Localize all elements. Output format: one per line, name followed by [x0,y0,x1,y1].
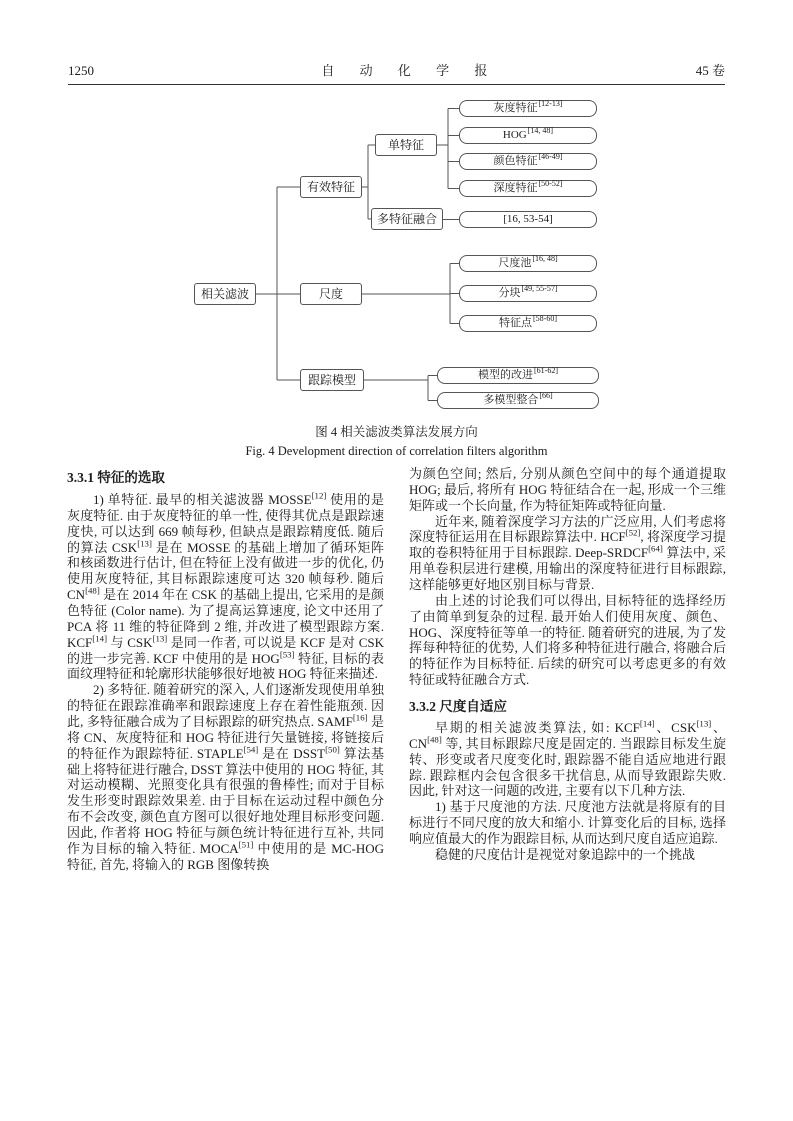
leaf-label: [16, 53-54] [503,213,553,225]
leaf-ref: [46-49] [538,152,563,162]
figure-caption-en: Fig. 4 Development direction of correlation filters algorithm [245,444,548,458]
figure-4 [0,95,793,459]
leaf-depth-feature [459,180,597,197]
leaf-ref: [49, 55-57] [521,284,558,294]
leaf-fusion-refs [459,211,597,228]
leaf-multi-model [437,392,599,409]
leaf-label: 尺度池 [498,257,532,269]
paragraph: 近年来, 随着深度学习方法的广泛应用, 人们考虑将深度特征运用在目标跟踪算法中. HCF[52], 将深度学习提取的卷积特征用于目标跟踪. Deep-SRDCF[64] 算法中, 采用单卷积层进行建模, 用输出的深度特征进行目标跟踪, 这样能够更好地区别目标与背景. [409,513,726,593]
leaf-feature-point [459,315,597,332]
page-number: 1250 [68,63,94,78]
leaf-gray-feature [459,100,597,117]
leaf-ref: [61-62] [534,366,558,376]
leaf-hog [459,127,597,144]
leaf-ref: [50-52] [538,179,563,189]
figure-caption-cn: 图 4 相关滤波类算法发展方向 [315,425,478,439]
section-heading-3-3-2: 3.3.2 尺度自适应 [409,699,507,715]
journal-title: 自 动 化 学 报 [321,63,499,78]
leaf-ref: [14, 48] [527,126,554,136]
paragraph: 为颜色空间; 然后, 分别从颜色空间中的每个通道提取 HOG; 最后, 将所有 HOG 特征结合在一起, 形成一个三维矩阵或一个长向量, 作为特征矩阵或特征向量. [409,466,726,513]
paragraph: 2) 多特征. 随着研究的深入, 人们逐渐发现使用单独的特征在跟踪准确率和跟踪速度上存在着性能瓶颈. 因此, 多特征融合成为了目标跟踪的研究热点. SAMF[16] 是将 CN、灰度特征和 HOG 特征进行矢量链接, 将链接后的特征作为跟踪特征. STAPLE[54] 是在 DSST[50] 算法基础上将特征进行融合, DSST 算法中使用的 HOG 特征, 其对运动模糊、光照变化具有很强的鲁棒性; 而对于目标发生形变时跟踪效果差. 由于目标在运动过程中颜色分布不会改变, 颜色直方图可以很好地处理目标形变问题. 因此, 作者将 HOG 特征与颜色统计特征进行互补, 共同作为目标的输入特征. MOCA[51] 中使用的是 MC-HOG 特征, 首先, 将输入的 RGB 图像转换 [67,682,384,872]
leaf-label: 深度特征 [493,182,538,194]
leaf-ref: [12-13] [538,99,563,109]
paragraph: 由上述的讨论我们可以得出, 目标特征的选择经历了由简单到复杂的过程. 最开始人们使用灰度、颜色、HOG、深度特征等单一的特征. 随着研究的进展, 为了发挥每种特征的优势, 人们将多种特征进行融合, 将融合后的特征作为目标特征. 后续的研究可以考虑更多的有效特征或特征融合方式. [409,592,726,688]
leaf-ref: [16, 48] [532,254,558,264]
leaf-label: 多模型整合 [483,394,539,406]
leaf-label: 灰度特征 [493,102,538,114]
node-correlation-filter: 相关滤波 [194,283,256,305]
header-divider [68,84,725,85]
leaf-color-feature [459,153,597,170]
tree-diagram [0,95,793,417]
leaf-scale-pool [459,255,597,272]
node-tracking-model: 跟踪模型 [300,369,364,391]
leaf-ref: [58-60] [533,314,557,324]
node-multi-feature-fusion: 多特征融合 [371,208,443,230]
leaf-ref: [66] [539,391,553,401]
leaf-label: 分块 [498,287,521,299]
leaf-block [459,285,597,302]
leaf-label: HOG [502,129,527,141]
leaf-label: 特征点 [499,317,532,329]
section-heading-3-3-1: 3.3.1 特征的选取 [67,470,165,485]
figure-caption [0,422,793,459]
node-single-feature: 单特征 [375,134,437,156]
leaf-label: 颜色特征 [493,155,538,167]
leaf-label: 模型的改进 [478,369,533,381]
leaf-model-improve [437,367,599,384]
page-header [68,60,725,79]
volume-label: 45 卷 [695,63,725,78]
paragraph: 早期的相关滤波类算法, 如: KCF[14]、CSK[13]、CN[48] 等, 其目标跟踪尺度是固定的. 当跟踪目标发生旋转、形变或者尺度变化时, 跟踪器不能自适应地进行跟踪. 跟踪框内会包含很多干扰信息, 从而导致跟踪失败. 因此, 针对这一问题的改进, 主要有以下几种方法. [409,718,726,799]
paragraph: 稳健的尺度估计是视觉对象追踪中的一个挑战 [435,846,696,862]
node-scale: 尺度 [300,283,362,305]
paragraph: 1) 基于尺度池的方法. 尺度池方法就是将原有的目标进行不同尺度的放大和缩小. 计算变化后的目标, 选择响应值最大的作为跟踪目标, 从而达到尺度自适应追踪. [409,799,726,847]
right-column [409,466,726,873]
left-column [67,466,384,873]
node-effective-feature: 有效特征 [300,176,362,198]
body-text [67,466,726,873]
paragraph: 1) 单特征. 最早的相关滤波器 MOSSE[12] 使用的是灰度特征. 由于灰度特征的单一性, 使得其优点是跟踪速度快, 可以达到 669 帧每秒, 但缺点是跟踪精度低. 随后的算法 CSK[13] 是在 MOSSE 的基础上增加了循环矩阵和核函数进行估计, 但在特征上没有做进一步的优化, 仍使用灰度特征, 其目标跟踪速度可达 320 帧每秒. 随后 CN[48] 是在 2014 年在 CSK 的基础上提出, 它采用的是颜色特征 (Color name). 为了提高运算速度, 论文中还用了 PCA 将 11 维的特征降到 2 维, 并改进了模型跟踪方案. KCF[14] 与 CSK[13] 是同一作者, 可以说是 KCF 是对 CSK 的进一步完善. KCF 中使用的是 HOG[53] 特征, 目标的表面纹理特征和轮廓形状能够很好地被 HOG 特征来描述. [67,490,384,682]
